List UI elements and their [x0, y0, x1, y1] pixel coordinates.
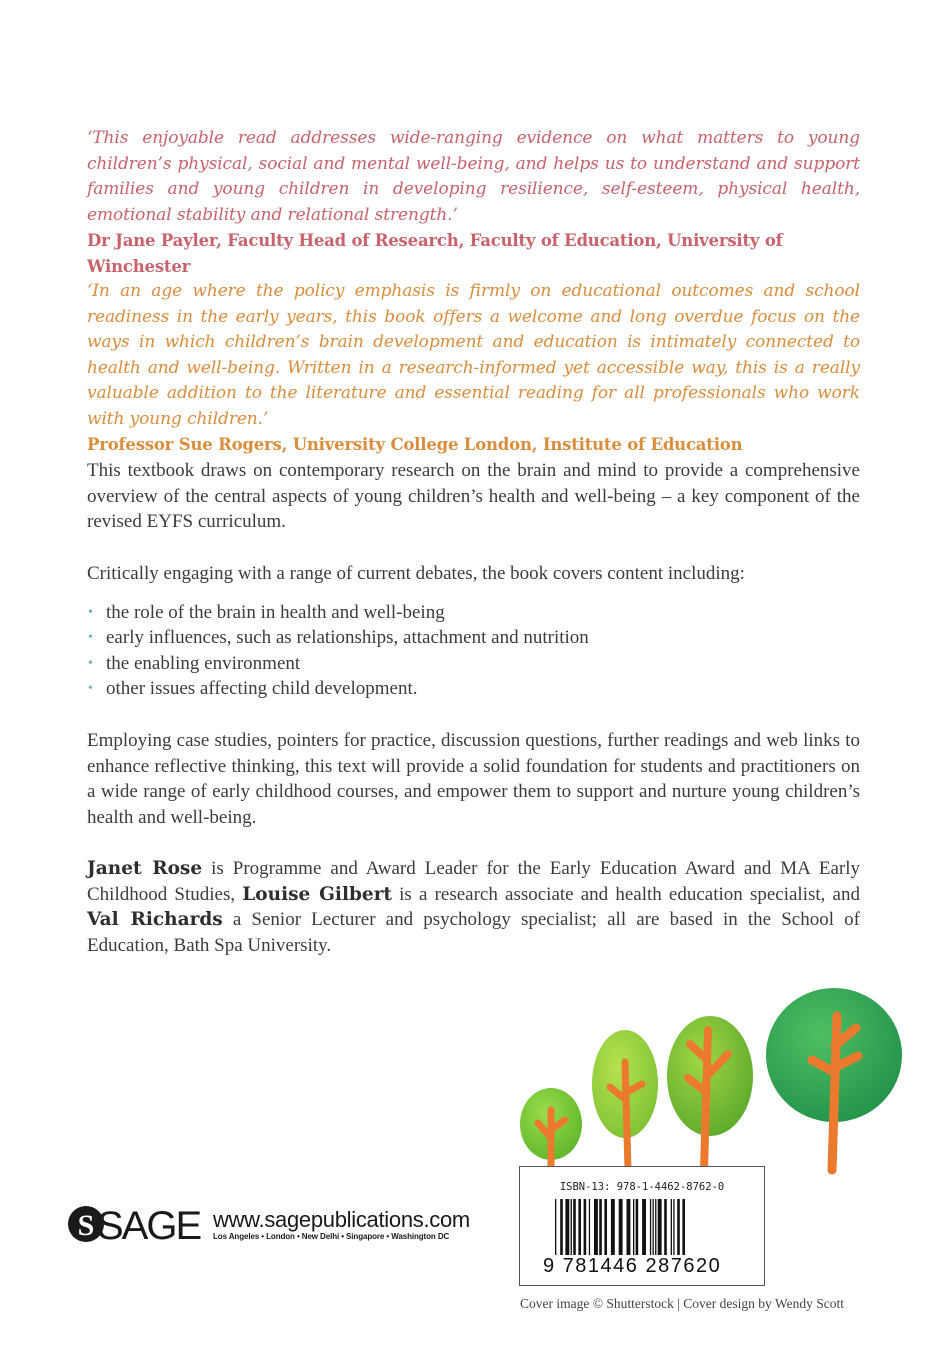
- review-quote-2: [87, 279, 860, 458]
- content-bullet-list: [87, 600, 860, 702]
- description-intro: This textbook draws on contemporary research on the brain and mind to provide a comprehensive overview of the central aspects of young children’s health and well-being – a key component of the revised EYFS curriculum.: [87, 460, 860, 532]
- barcode-bar: [677, 1199, 680, 1255]
- barcode-bar: [682, 1199, 685, 1255]
- barcode-bar: [671, 1199, 672, 1255]
- barcode-bar: [604, 1199, 607, 1255]
- isbn-barcode: [519, 1166, 765, 1286]
- barcode-bar: [658, 1199, 662, 1255]
- barcode-bar: [633, 1199, 634, 1255]
- list-item: • the role of the brain in health and well-being: [87, 600, 860, 626]
- publisher-url: www.sagepublications.com: [213, 1207, 470, 1232]
- list-item: • the enabling environment: [87, 651, 860, 677]
- bullet-icon: •: [88, 655, 93, 671]
- content-list-section: [87, 561, 860, 702]
- barcode-bar: [655, 1199, 656, 1255]
- barcode-bar: [594, 1199, 598, 1255]
- barcode-bar: [636, 1199, 639, 1255]
- author-bio-text: Janet Rose is Programme and Award Leader for the Early Education Award and MA Early Childhood Studies, Louise Gilbert is a research associate and health education specialist, and Val Richards a Senior Lecturer and psychology specialist; all are based in the School of Education, Bath Spa University.: [87, 858, 860, 956]
- author-name-2: Louise Gilbert: [242, 883, 392, 905]
- author-name-1: Janet Rose: [87, 858, 203, 879]
- barcode-bar: [589, 1199, 590, 1255]
- barcode-bar: [599, 1199, 602, 1255]
- barcode-bar: [560, 1199, 563, 1255]
- sage-logo: [67, 1204, 207, 1244]
- sage-wordmark: SAGE: [97, 1204, 201, 1244]
- barcode-bar: [584, 1199, 587, 1255]
- closing-paragraph: [87, 728, 860, 830]
- barcode-bar: [578, 1199, 581, 1255]
- svg-text:S: S: [77, 1209, 95, 1242]
- cover-credits: Cover image © Shutterstock | Cover design by Wendy Scott: [520, 1296, 844, 1311]
- barcode-bar: [650, 1199, 651, 1255]
- bullet-icon: •: [88, 681, 93, 696]
- content-lead: Critically engaging with a range of current debates, the book covers content including:: [87, 563, 745, 584]
- book-description: [87, 458, 860, 535]
- barcode-bar: [555, 1199, 556, 1255]
- list-item: • early influences, such as relationships, attachment and nutrition: [87, 625, 860, 651]
- barcode-bar: [573, 1199, 576, 1255]
- barcode-bar: [571, 1199, 572, 1255]
- author-name-3: Val Richards: [87, 909, 223, 930]
- quote-attribution: Professor Sue Rogers, University College London, Institute of Education: [87, 435, 743, 454]
- clay-trees-illustration: [514, 980, 906, 1175]
- bullet-icon: •: [88, 630, 93, 645]
- barcode-bars: [555, 1199, 735, 1255]
- quote-text: ‘This enjoyable read addresses wide-ranging evidence on what matters to young children’s physical, social and mental well-being, and helps us to understand and support families and young children in developing resilience, self-esteem, physical health, emotional stability and relational strength.’: [87, 128, 860, 225]
- barcode-bar: [619, 1199, 623, 1255]
- barcode-bar: [611, 1199, 615, 1255]
- isbn-label: ISBN-13: 978-1-4462-8762-0: [559, 1181, 725, 1193]
- quote-text: ‘In an age where the policy emphasis is firmly on educational outcomes and school readiness in the early years, this book offers a welcome and long overdue focus on the ways in which children’s brain development and education is intimately connected to health and well-being. Written in a research-informed yet accessible way, this is a really valuable addition to the literature and essential reading for all professionals who work with young children.’: [87, 281, 860, 429]
- barcode-bar: [664, 1199, 667, 1255]
- barcode-digits: 9 781446 287620: [543, 1255, 722, 1277]
- author-bios: [87, 856, 860, 958]
- publisher-cities: Los Angeles • London • New Delhi • Singapore • Washington DC: [213, 1232, 450, 1241]
- barcode-bar: [642, 1199, 646, 1255]
- review-quote-1: [87, 126, 860, 279]
- barcode-bar: [565, 1199, 569, 1255]
- quote-attribution: Dr Jane Payler, Faculty Head of Research, Faculty of Education, University of Winchester: [87, 231, 783, 276]
- description-closing: Employing case studies, pointers for practice, discussion questions, further readings and web links to enhance reflective thinking, this text will provide a solid foundation for students and practitioners on a wide range of early childhood courses, and empower them to support and nurture young children’s health and well-being.: [87, 730, 860, 828]
- bullet-icon: •: [88, 604, 93, 620]
- barcode-bar: [627, 1199, 631, 1255]
- barcode-bar: [673, 1199, 674, 1255]
- list-item: • other issues affecting child development.: [87, 676, 860, 702]
- barcode-bar: [653, 1199, 654, 1255]
